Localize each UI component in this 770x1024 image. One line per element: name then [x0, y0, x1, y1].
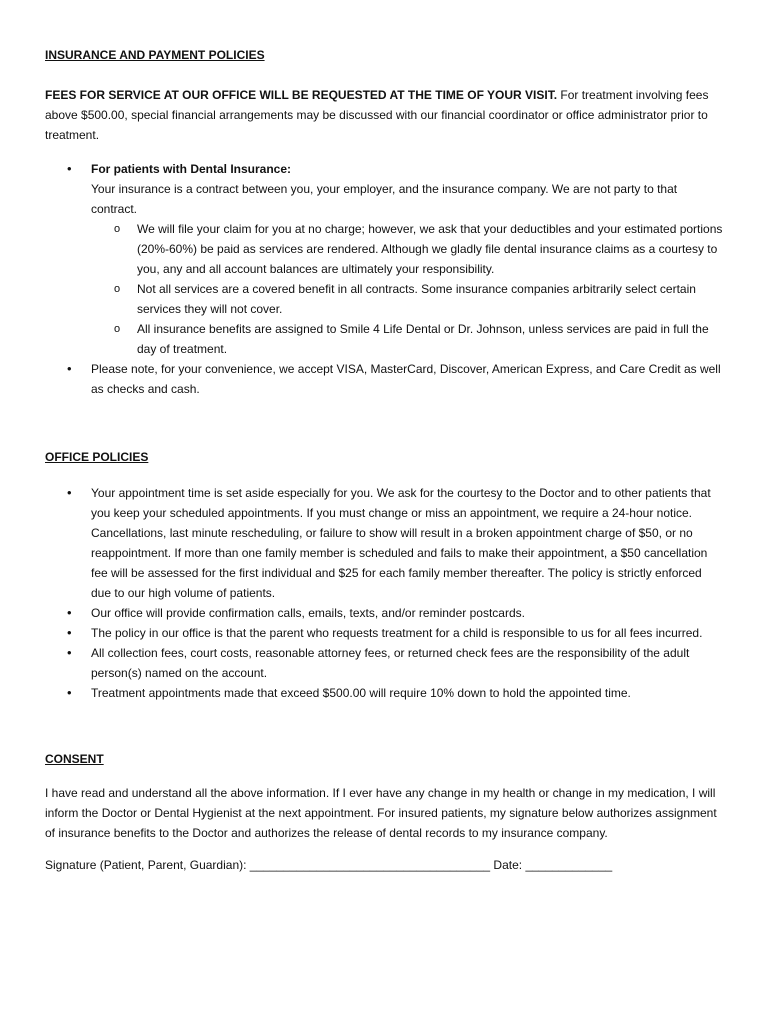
- date-line[interactable]: _____________: [525, 858, 613, 872]
- consent-heading: CONSENT: [45, 752, 104, 766]
- document-page: [45, 45, 725, 875]
- insurance-intro-text: For treatment involving fees above $500.00, special financial arrangements may be discussed with our financial coordinator or office administrator prior to treatment.: [45, 88, 709, 142]
- date-label: Date:: [493, 858, 523, 872]
- office-list: [45, 483, 725, 703]
- sub-list-item: o Not all services are a covered benefit in all contracts. Some insurance companies arbitrarily select certain services they will not cover.: [137, 279, 725, 319]
- office-section: [45, 447, 725, 703]
- insurance-intro: [45, 85, 725, 145]
- list-item: • Treatment appointments made that exceed $500.00 will require 10% down to hold the appointed time.: [91, 683, 725, 703]
- consent-section: [45, 749, 725, 875]
- signature-line[interactable]: ____________________________________: [249, 858, 491, 872]
- consent-text: I have read and understand all the above information. If I ever have any change in my health or change in my medication, I will inform the Doctor or Dental Hygienist at the next appointment. For insured patients, my signature below authorizes assignment of insurance benefits to the Doctor and authorizes the release of dental records to my insurance company.: [45, 786, 717, 840]
- sub-list-item: o All insurance benefits are assigned to Smile 4 Life Dental or Dr. Johnson, unless services are paid in full the day of treatment.: [137, 319, 725, 359]
- insurance-list: [45, 159, 725, 399]
- list-item: • Our office will provide confirmation calls, emails, texts, and/or reminder postcards.: [91, 603, 725, 623]
- signature-row: [45, 855, 725, 875]
- list-item: • The policy in our office is that the parent who requests treatment for a child is responsible to us for all fees incurred.: [91, 623, 725, 643]
- dental-insurance-text: Your insurance is a contract between you, your employer, and the insurance company. We are not party to that contract.: [91, 182, 678, 216]
- signature-label: Signature (Patient, Parent, Guardian):: [45, 858, 247, 872]
- dental-insurance-sublist: [91, 219, 725, 359]
- list-item: • Your appointment time is set aside especially for you. We ask for the courtesy to the Doctor and to other patients that you keep your scheduled appointments. If you must change or miss an appointment, we require a 24-hour notice. Cancellations, last minute rescheduling, or failure to show will result in a broken appointment charge of $50, or no reappointment. If more than one family member is scheduled and fails to make their appointment, a $50 cancellation fee will be assessed for the first individual and $25 for each family member thereafter. The policy is strictly enforced due to our high volume of patients.: [91, 483, 725, 603]
- dental-insurance-title: • For patients with Dental Insurance:: [91, 162, 292, 176]
- insurance-intro-bold: FEES FOR SERVICE AT OUR OFFICE WILL BE REQUESTED AT THE TIME OF YOUR VISIT.: [45, 88, 558, 102]
- insurance-heading: INSURANCE AND PAYMENT POLICIES: [45, 48, 265, 62]
- sub-list-item: o We will file your claim for you at no charge; however, we ask that your deductibles and your estimated portions (20%-60%) be paid as services are rendered. Although we gladly file dental insurance claims as a courtesy to you, any and all account balances are ultimately your responsibility.: [137, 219, 725, 279]
- list-item: • All collection fees, court costs, reasonable attorney fees, or returned check fees are the responsibility of the adult person(s) named on the account.: [91, 643, 725, 683]
- insurance-section: [45, 45, 725, 399]
- office-heading: OFFICE POLICIES: [45, 450, 149, 464]
- list-item-dental-insurance: [91, 159, 725, 359]
- list-item-payment-note: • Please note, for your convenience, we accept VISA, MasterCard, Discover, American Express, and Care Credit as well as checks and cash.: [91, 359, 725, 399]
